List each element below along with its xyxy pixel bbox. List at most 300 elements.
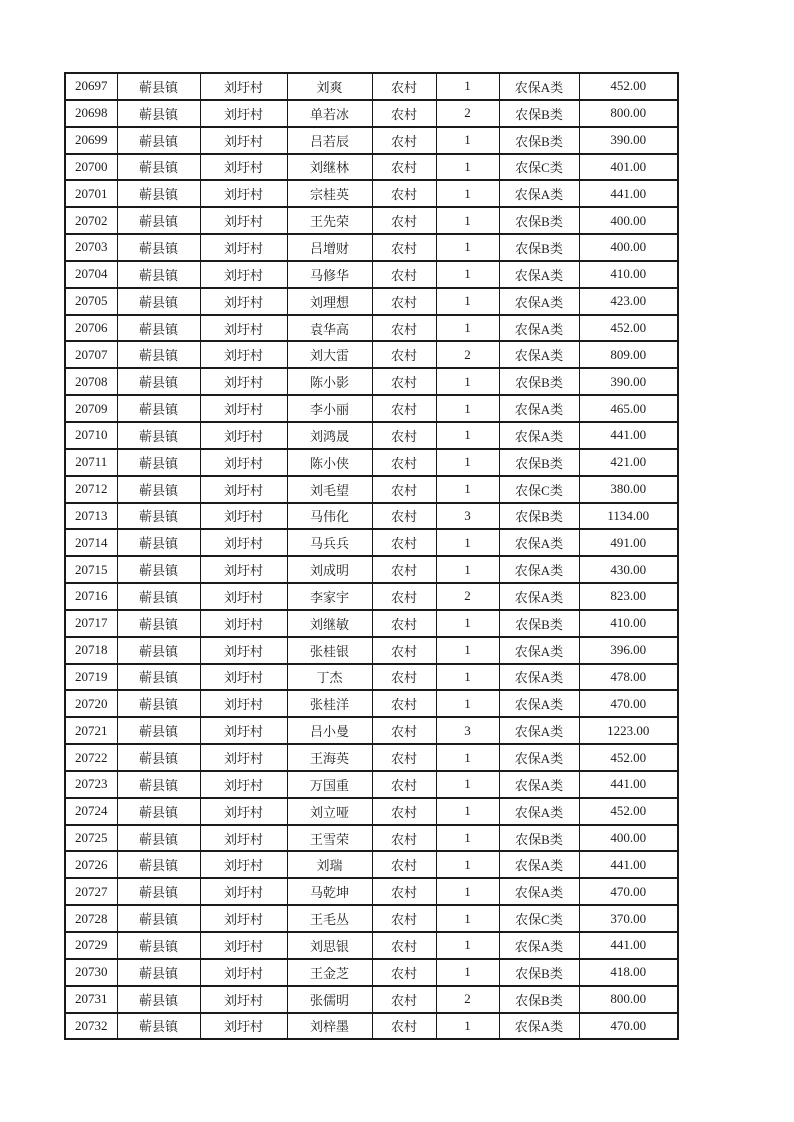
- cell-area: 农村: [372, 932, 436, 959]
- cell-id: 20706: [65, 315, 117, 342]
- cell-id: 20708: [65, 368, 117, 395]
- cell-area: 农村: [372, 261, 436, 288]
- cell-persons: 1: [436, 637, 499, 664]
- cell-id: 20729: [65, 932, 117, 959]
- cell-area: 农村: [372, 664, 436, 691]
- cell-village: 刘圩村: [200, 771, 287, 798]
- cell-id: 20718: [65, 637, 117, 664]
- cell-category: 农保B类: [499, 127, 579, 154]
- cell-category: 农保A类: [499, 1013, 579, 1040]
- cell-persons: 1: [436, 664, 499, 691]
- cell-name: 刘瑞: [287, 851, 372, 878]
- cell-town: 蕲县镇: [117, 1013, 200, 1040]
- cell-amount: 452.00: [579, 73, 678, 100]
- cell-category: 农保A类: [499, 690, 579, 717]
- cell-town: 蕲县镇: [117, 825, 200, 852]
- cell-village: 刘圩村: [200, 207, 287, 234]
- cell-id: 20702: [65, 207, 117, 234]
- table-row: [65, 529, 678, 556]
- cell-amount: 470.00: [579, 690, 678, 717]
- table-row: [65, 878, 678, 905]
- cell-persons: 1: [436, 1013, 499, 1040]
- table-row: [65, 1013, 678, 1040]
- cell-persons: 1: [436, 556, 499, 583]
- cell-town: 蕲县镇: [117, 798, 200, 825]
- cell-village: 刘圩村: [200, 368, 287, 395]
- cell-name: 刘鸿晟: [287, 422, 372, 449]
- cell-area: 农村: [372, 1013, 436, 1040]
- cell-persons: 2: [436, 341, 499, 368]
- cell-category: 农保B类: [499, 234, 579, 261]
- cell-category: 农保A类: [499, 771, 579, 798]
- cell-area: 农村: [372, 610, 436, 637]
- cell-village: 刘圩村: [200, 690, 287, 717]
- cell-area: 农村: [372, 878, 436, 905]
- cell-persons: 1: [436, 288, 499, 315]
- cell-area: 农村: [372, 825, 436, 852]
- cell-village: 刘圩村: [200, 180, 287, 207]
- cell-area: 农村: [372, 529, 436, 556]
- table-row: [65, 261, 678, 288]
- cell-town: 蕲县镇: [117, 851, 200, 878]
- cell-town: 蕲县镇: [117, 288, 200, 315]
- cell-amount: 823.00: [579, 583, 678, 610]
- cell-id: 20713: [65, 503, 117, 530]
- cell-area: 农村: [372, 744, 436, 771]
- table-row: [65, 744, 678, 771]
- cell-town: 蕲县镇: [117, 476, 200, 503]
- table-row: [65, 851, 678, 878]
- cell-amount: 400.00: [579, 234, 678, 261]
- cell-town: 蕲县镇: [117, 610, 200, 637]
- cell-persons: 1: [436, 798, 499, 825]
- cell-name: 吕若辰: [287, 127, 372, 154]
- cell-village: 刘圩村: [200, 127, 287, 154]
- cell-category: 农保A类: [499, 878, 579, 905]
- cell-name: 张儒明: [287, 986, 372, 1013]
- cell-town: 蕲县镇: [117, 422, 200, 449]
- cell-village: 刘圩村: [200, 476, 287, 503]
- cell-name: 吕增财: [287, 234, 372, 261]
- cell-persons: 2: [436, 986, 499, 1013]
- cell-area: 农村: [372, 690, 436, 717]
- cell-amount: 491.00: [579, 529, 678, 556]
- cell-village: 刘圩村: [200, 288, 287, 315]
- cell-village: 刘圩村: [200, 744, 287, 771]
- cell-name: 马乾坤: [287, 878, 372, 905]
- cell-id: 20701: [65, 180, 117, 207]
- cell-name: 刘梓墨: [287, 1013, 372, 1040]
- cell-amount: 1223.00: [579, 717, 678, 744]
- cell-area: 农村: [372, 180, 436, 207]
- cell-name: 张桂洋: [287, 690, 372, 717]
- cell-town: 蕲县镇: [117, 100, 200, 127]
- cell-persons: 1: [436, 180, 499, 207]
- cell-name: 宗桂英: [287, 180, 372, 207]
- cell-id: 20730: [65, 959, 117, 986]
- cell-category: 农保A类: [499, 529, 579, 556]
- cell-persons: 1: [436, 154, 499, 181]
- cell-area: 农村: [372, 154, 436, 181]
- cell-village: 刘圩村: [200, 341, 287, 368]
- cell-id: 20731: [65, 986, 117, 1013]
- cell-area: 农村: [372, 959, 436, 986]
- cell-id: 20699: [65, 127, 117, 154]
- cell-area: 农村: [372, 986, 436, 1013]
- cell-amount: 410.00: [579, 261, 678, 288]
- cell-category: 农保B类: [499, 959, 579, 986]
- cell-id: 20720: [65, 690, 117, 717]
- cell-category: 农保B类: [499, 825, 579, 852]
- cell-village: 刘圩村: [200, 1013, 287, 1040]
- cell-name: 刘继林: [287, 154, 372, 181]
- cell-amount: 800.00: [579, 986, 678, 1013]
- cell-village: 刘圩村: [200, 422, 287, 449]
- cell-amount: 441.00: [579, 422, 678, 449]
- cell-persons: 1: [436, 690, 499, 717]
- cell-town: 蕲县镇: [117, 341, 200, 368]
- cell-persons: 1: [436, 449, 499, 476]
- cell-category: 农保A类: [499, 261, 579, 288]
- cell-town: 蕲县镇: [117, 395, 200, 422]
- cell-name: 刘继敏: [287, 610, 372, 637]
- cell-persons: 1: [436, 905, 499, 932]
- cell-area: 农村: [372, 395, 436, 422]
- cell-name: 袁华高: [287, 315, 372, 342]
- cell-name: 王雪荣: [287, 825, 372, 852]
- cell-id: 20712: [65, 476, 117, 503]
- cell-amount: 401.00: [579, 154, 678, 181]
- cell-area: 农村: [372, 315, 436, 342]
- cell-amount: 470.00: [579, 878, 678, 905]
- cell-town: 蕲县镇: [117, 959, 200, 986]
- cell-amount: 370.00: [579, 905, 678, 932]
- cell-category: 农保A类: [499, 341, 579, 368]
- cell-category: 农保A类: [499, 717, 579, 744]
- table-row: [65, 154, 678, 181]
- cell-persons: 1: [436, 878, 499, 905]
- cell-id: 20709: [65, 395, 117, 422]
- cell-amount: 410.00: [579, 610, 678, 637]
- cell-category: 农保A类: [499, 422, 579, 449]
- cell-village: 刘圩村: [200, 986, 287, 1013]
- cell-id: 20697: [65, 73, 117, 100]
- table-row: [65, 234, 678, 261]
- cell-village: 刘圩村: [200, 583, 287, 610]
- cell-town: 蕲县镇: [117, 127, 200, 154]
- cell-name: 刘理想: [287, 288, 372, 315]
- cell-amount: 421.00: [579, 449, 678, 476]
- cell-town: 蕲县镇: [117, 664, 200, 691]
- cell-village: 刘圩村: [200, 395, 287, 422]
- cell-area: 农村: [372, 771, 436, 798]
- cell-village: 刘圩村: [200, 798, 287, 825]
- cell-village: 刘圩村: [200, 529, 287, 556]
- cell-town: 蕲县镇: [117, 932, 200, 959]
- cell-persons: 1: [436, 395, 499, 422]
- cell-village: 刘圩村: [200, 234, 287, 261]
- cell-area: 农村: [372, 905, 436, 932]
- table-row: [65, 449, 678, 476]
- cell-category: 农保B类: [499, 503, 579, 530]
- cell-amount: 470.00: [579, 1013, 678, 1040]
- cell-id: 20710: [65, 422, 117, 449]
- cell-amount: 800.00: [579, 100, 678, 127]
- cell-id: 20707: [65, 341, 117, 368]
- cell-village: 刘圩村: [200, 100, 287, 127]
- table-row: [65, 583, 678, 610]
- table-row: [65, 771, 678, 798]
- cell-id: 20732: [65, 1013, 117, 1040]
- cell-area: 农村: [372, 234, 436, 261]
- cell-town: 蕲县镇: [117, 529, 200, 556]
- cell-name: 万国重: [287, 771, 372, 798]
- cell-town: 蕲县镇: [117, 717, 200, 744]
- cell-village: 刘圩村: [200, 932, 287, 959]
- cell-village: 刘圩村: [200, 664, 287, 691]
- cell-amount: 452.00: [579, 744, 678, 771]
- cell-id: 20721: [65, 717, 117, 744]
- cell-id: 20717: [65, 610, 117, 637]
- table-row: [65, 932, 678, 959]
- cell-name: 马伟化: [287, 503, 372, 530]
- cell-amount: 441.00: [579, 771, 678, 798]
- cell-persons: 1: [436, 932, 499, 959]
- cell-amount: 441.00: [579, 851, 678, 878]
- cell-id: 20726: [65, 851, 117, 878]
- cell-name: 丁杰: [287, 664, 372, 691]
- cell-name: 刘大雷: [287, 341, 372, 368]
- table-row: [65, 690, 678, 717]
- cell-category: 农保A类: [499, 288, 579, 315]
- cell-town: 蕲县镇: [117, 556, 200, 583]
- cell-name: 单若冰: [287, 100, 372, 127]
- cell-town: 蕲县镇: [117, 744, 200, 771]
- table-row: [65, 73, 678, 100]
- cell-persons: 1: [436, 610, 499, 637]
- cell-persons: 1: [436, 851, 499, 878]
- cell-persons: 3: [436, 503, 499, 530]
- table-row: [65, 637, 678, 664]
- cell-category: 农保B类: [499, 207, 579, 234]
- cell-id: 20711: [65, 449, 117, 476]
- cell-id: 20704: [65, 261, 117, 288]
- benefits-table: [64, 72, 679, 1040]
- cell-amount: 400.00: [579, 825, 678, 852]
- cell-amount: 418.00: [579, 959, 678, 986]
- cell-town: 蕲县镇: [117, 771, 200, 798]
- cell-category: 农保A类: [499, 73, 579, 100]
- cell-persons: 1: [436, 73, 499, 100]
- table-row: [65, 127, 678, 154]
- cell-amount: 478.00: [579, 664, 678, 691]
- cell-persons: 1: [436, 261, 499, 288]
- cell-name: 吕小曼: [287, 717, 372, 744]
- cell-persons: 2: [436, 100, 499, 127]
- cell-village: 刘圩村: [200, 851, 287, 878]
- cell-name: 李小丽: [287, 395, 372, 422]
- table-row: [65, 180, 678, 207]
- cell-amount: 430.00: [579, 556, 678, 583]
- cell-category: 农保B类: [499, 100, 579, 127]
- cell-village: 刘圩村: [200, 637, 287, 664]
- cell-name: 王毛丛: [287, 905, 372, 932]
- cell-amount: 396.00: [579, 637, 678, 664]
- cell-town: 蕲县镇: [117, 234, 200, 261]
- cell-town: 蕲县镇: [117, 261, 200, 288]
- cell-category: 农保A类: [499, 180, 579, 207]
- cell-persons: 2: [436, 583, 499, 610]
- cell-amount: 400.00: [579, 207, 678, 234]
- cell-village: 刘圩村: [200, 503, 287, 530]
- cell-name: 刘成明: [287, 556, 372, 583]
- cell-area: 农村: [372, 503, 436, 530]
- cell-persons: 1: [436, 422, 499, 449]
- cell-persons: 1: [436, 207, 499, 234]
- table-row: [65, 207, 678, 234]
- table-row: [65, 664, 678, 691]
- cell-area: 农村: [372, 422, 436, 449]
- cell-persons: 1: [436, 127, 499, 154]
- cell-id: 20724: [65, 798, 117, 825]
- cell-town: 蕲县镇: [117, 154, 200, 181]
- table-row: [65, 100, 678, 127]
- table-row: [65, 476, 678, 503]
- cell-id: 20716: [65, 583, 117, 610]
- cell-name: 张桂银: [287, 637, 372, 664]
- cell-category: 农保B类: [499, 449, 579, 476]
- cell-amount: 423.00: [579, 288, 678, 315]
- cell-name: 李家宇: [287, 583, 372, 610]
- table-row: [65, 798, 678, 825]
- cell-category: 农保A类: [499, 315, 579, 342]
- cell-amount: 390.00: [579, 127, 678, 154]
- cell-persons: 1: [436, 744, 499, 771]
- table-row: [65, 825, 678, 852]
- cell-id: 20719: [65, 664, 117, 691]
- cell-name: 陈小侠: [287, 449, 372, 476]
- cell-area: 农村: [372, 798, 436, 825]
- table-row: [65, 422, 678, 449]
- cell-category: 农保C类: [499, 476, 579, 503]
- cell-name: 刘毛望: [287, 476, 372, 503]
- cell-category: 农保C类: [499, 154, 579, 181]
- cell-town: 蕲县镇: [117, 637, 200, 664]
- cell-town: 蕲县镇: [117, 583, 200, 610]
- cell-name: 王先荣: [287, 207, 372, 234]
- table-row: [65, 986, 678, 1013]
- cell-town: 蕲县镇: [117, 449, 200, 476]
- cell-name: 刘爽: [287, 73, 372, 100]
- cell-village: 刘圩村: [200, 261, 287, 288]
- cell-area: 农村: [372, 288, 436, 315]
- cell-amount: 390.00: [579, 368, 678, 395]
- table-body: [65, 73, 678, 1039]
- cell-area: 农村: [372, 449, 436, 476]
- cell-id: 20714: [65, 529, 117, 556]
- cell-village: 刘圩村: [200, 449, 287, 476]
- cell-id: 20715: [65, 556, 117, 583]
- cell-town: 蕲县镇: [117, 878, 200, 905]
- cell-area: 农村: [372, 100, 436, 127]
- cell-name: 陈小影: [287, 368, 372, 395]
- cell-persons: 1: [436, 529, 499, 556]
- cell-name: 刘思银: [287, 932, 372, 959]
- cell-persons: 1: [436, 315, 499, 342]
- cell-category: 农保A类: [499, 637, 579, 664]
- cell-id: 20703: [65, 234, 117, 261]
- cell-amount: 809.00: [579, 341, 678, 368]
- table-row: [65, 315, 678, 342]
- cell-village: 刘圩村: [200, 905, 287, 932]
- cell-persons: 1: [436, 368, 499, 395]
- cell-village: 刘圩村: [200, 154, 287, 181]
- table-row: [65, 503, 678, 530]
- table-row: [65, 368, 678, 395]
- cell-amount: 441.00: [579, 180, 678, 207]
- table-row: [65, 610, 678, 637]
- table-row: [65, 341, 678, 368]
- cell-amount: 452.00: [579, 315, 678, 342]
- cell-town: 蕲县镇: [117, 207, 200, 234]
- cell-name: 王海英: [287, 744, 372, 771]
- cell-town: 蕲县镇: [117, 503, 200, 530]
- cell-town: 蕲县镇: [117, 690, 200, 717]
- cell-town: 蕲县镇: [117, 315, 200, 342]
- cell-persons: 1: [436, 825, 499, 852]
- cell-category: 农保A类: [499, 664, 579, 691]
- cell-persons: 3: [436, 717, 499, 744]
- cell-name: 马修华: [287, 261, 372, 288]
- cell-category: 农保A类: [499, 583, 579, 610]
- cell-persons: 1: [436, 959, 499, 986]
- cell-town: 蕲县镇: [117, 368, 200, 395]
- cell-persons: 1: [436, 234, 499, 261]
- cell-category: 农保A类: [499, 556, 579, 583]
- cell-area: 农村: [372, 207, 436, 234]
- table-row: [65, 556, 678, 583]
- cell-category: 农保B类: [499, 610, 579, 637]
- cell-name: 马兵兵: [287, 529, 372, 556]
- table-row: [65, 905, 678, 932]
- cell-category: 农保A类: [499, 851, 579, 878]
- cell-amount: 1134.00: [579, 503, 678, 530]
- cell-id: 20723: [65, 771, 117, 798]
- cell-id: 20725: [65, 825, 117, 852]
- cell-category: 农保C类: [499, 905, 579, 932]
- cell-village: 刘圩村: [200, 825, 287, 852]
- cell-amount: 465.00: [579, 395, 678, 422]
- cell-category: 农保A类: [499, 798, 579, 825]
- cell-id: 20705: [65, 288, 117, 315]
- cell-id: 20728: [65, 905, 117, 932]
- cell-category: 农保B类: [499, 986, 579, 1013]
- cell-town: 蕲县镇: [117, 986, 200, 1013]
- cell-area: 农村: [372, 476, 436, 503]
- cell-area: 农村: [372, 368, 436, 395]
- cell-village: 刘圩村: [200, 556, 287, 583]
- cell-category: 农保A类: [499, 395, 579, 422]
- cell-village: 刘圩村: [200, 878, 287, 905]
- table-row: [65, 288, 678, 315]
- cell-area: 农村: [372, 717, 436, 744]
- cell-amount: 380.00: [579, 476, 678, 503]
- cell-village: 刘圩村: [200, 73, 287, 100]
- cell-village: 刘圩村: [200, 717, 287, 744]
- cell-amount: 441.00: [579, 932, 678, 959]
- cell-village: 刘圩村: [200, 610, 287, 637]
- cell-amount: 452.00: [579, 798, 678, 825]
